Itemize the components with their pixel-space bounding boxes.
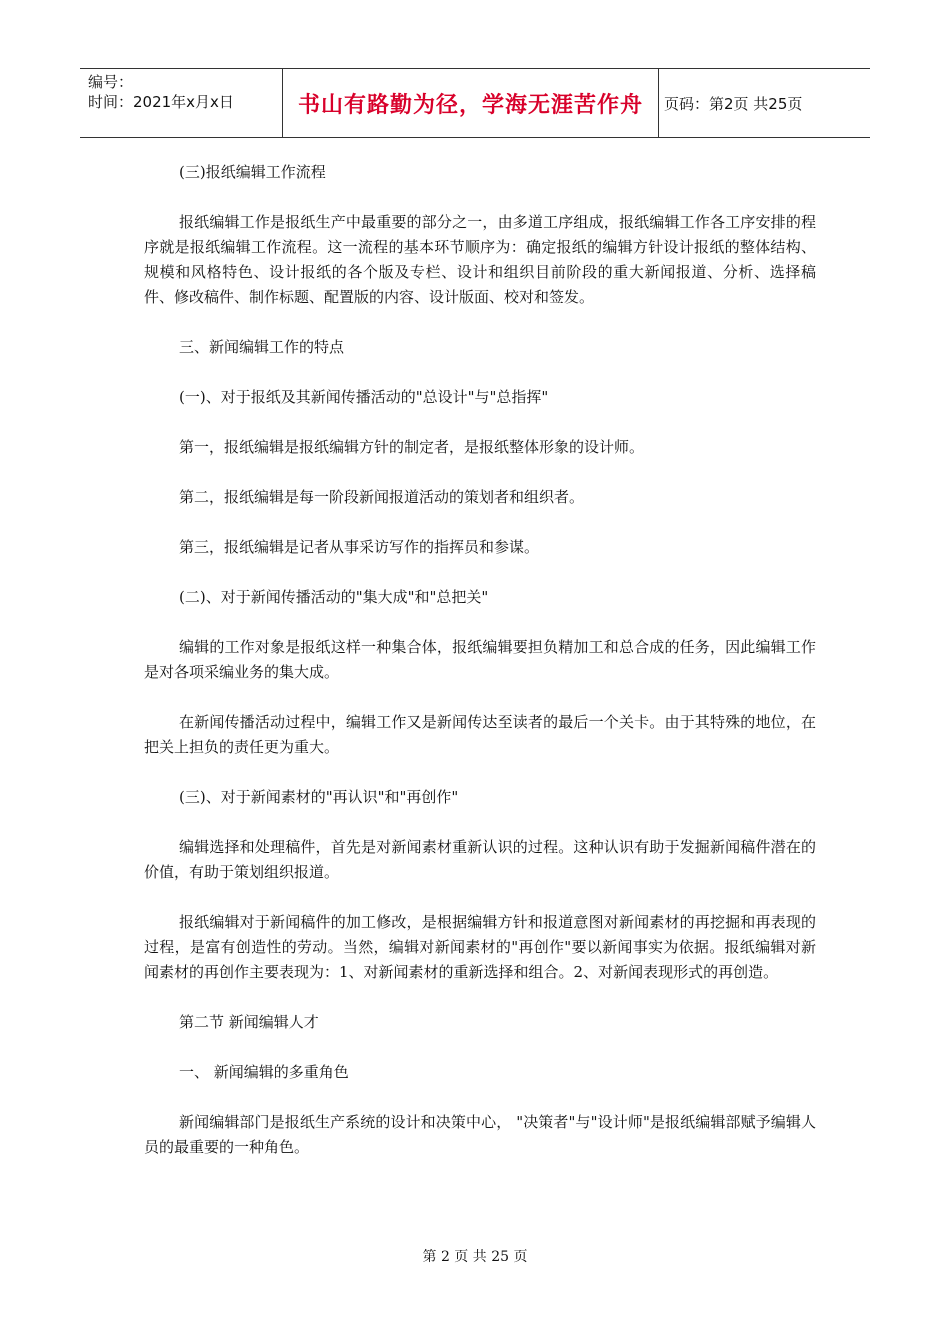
subsection-heading: (三)、对于新闻素材的"再认识"和"再创作" (179, 788, 459, 806)
section-heading: 第二节 新闻编辑人才 (179, 1013, 319, 1031)
footer-page-number: 第 2 页 共 25 页 (422, 1249, 528, 1265)
section-heading: 三、新闻编辑工作的特点 (179, 338, 345, 356)
section-heading: (三)报纸编辑工作流程 (179, 163, 326, 181)
body-paragraph: 在新闻传播活动过程中，编辑工作又是新闻传达至读者的最后一个关卡。由于其特殊的地位，在把关上担负的责任更为重大。 (144, 713, 816, 756)
body-paragraph: 编辑的工作对象是报纸这样一种集合体，报纸编辑要担负精加工和总合成的任务，因此编辑工作是对各项采编业务的集大成。 (144, 638, 816, 681)
body-paragraph: 新闻编辑部门是报纸生产系统的设计和决策中心， "决策者"与"设计师"是报纸编辑部赋予编辑人员的最重要的一种角色。 (144, 1113, 816, 1156)
document-number-label: 编号： (88, 73, 134, 91)
header-meta (80, 69, 282, 137)
subsection-heading: (二)、对于新闻传播活动的"集大成"和"总把关" (179, 588, 489, 606)
page-header (80, 68, 870, 138)
body-paragraph: 第二，报纸编辑是每一阶段新闻报道活动的策划者和组织者。 (179, 488, 585, 506)
body-paragraph: 报纸编辑工作是报纸生产中最重要的部分之一，由多道工序组成，报纸编辑工作各工序安排的程序就是报纸编辑工作流程。这一流程的基本环节顺序为：确定报纸的编辑方针设计报纸的整体结构、规模和风格特色、设计报纸的各个版及专栏、设计和组织目前阶段的重大新闻报道、分析、选择稿件、修改稿件、制作标题、配置版的内容、设计版面、校对和签发。 (144, 213, 816, 306)
page-footer (0, 1246, 950, 1266)
body-paragraph: 第三，报纸编辑是记者从事采访写作的指挥员和参谋。 (179, 538, 540, 556)
document-body (144, 156, 816, 1160)
body-paragraph: 第一，报纸编辑是报纸编辑方针的制定者，是报纸整体形象的设计师。 (179, 438, 645, 456)
body-paragraph: 编辑选择和处理稿件，首先是对新闻素材重新认识的过程。这种认识有助于发掘新闻稿件潜在的价值，有助于策划组织报道。 (144, 838, 816, 881)
header-page-cell (658, 69, 870, 137)
document-time-label: 时间：2021年x月x日 (88, 93, 234, 111)
header-page-label: 页码：第2页 共25页 (664, 94, 803, 113)
subsection-heading: (一)、对于报纸及其新闻传播活动的"总设计"与"总指挥" (179, 388, 549, 406)
header-motto: 书山有路勤为径，学海无涯苦作舟 (297, 92, 643, 118)
body-paragraph: 报纸编辑对于新闻稿件的加工修改，是根据编辑方针和报道意图对新闻素材的再挖掘和再表现的过程，是富有创造性的劳动。当然，编辑对新闻素材的"再创作"要以新闻事实为依据。报纸编辑对新闻素材的再创作主要表现为：1、对新闻素材的重新选择和组合。2、对新闻表现形式的再创造。 (144, 913, 816, 981)
section-heading: 一、 新闻编辑的多重角色 (179, 1063, 349, 1081)
header-motto-cell (282, 69, 659, 137)
